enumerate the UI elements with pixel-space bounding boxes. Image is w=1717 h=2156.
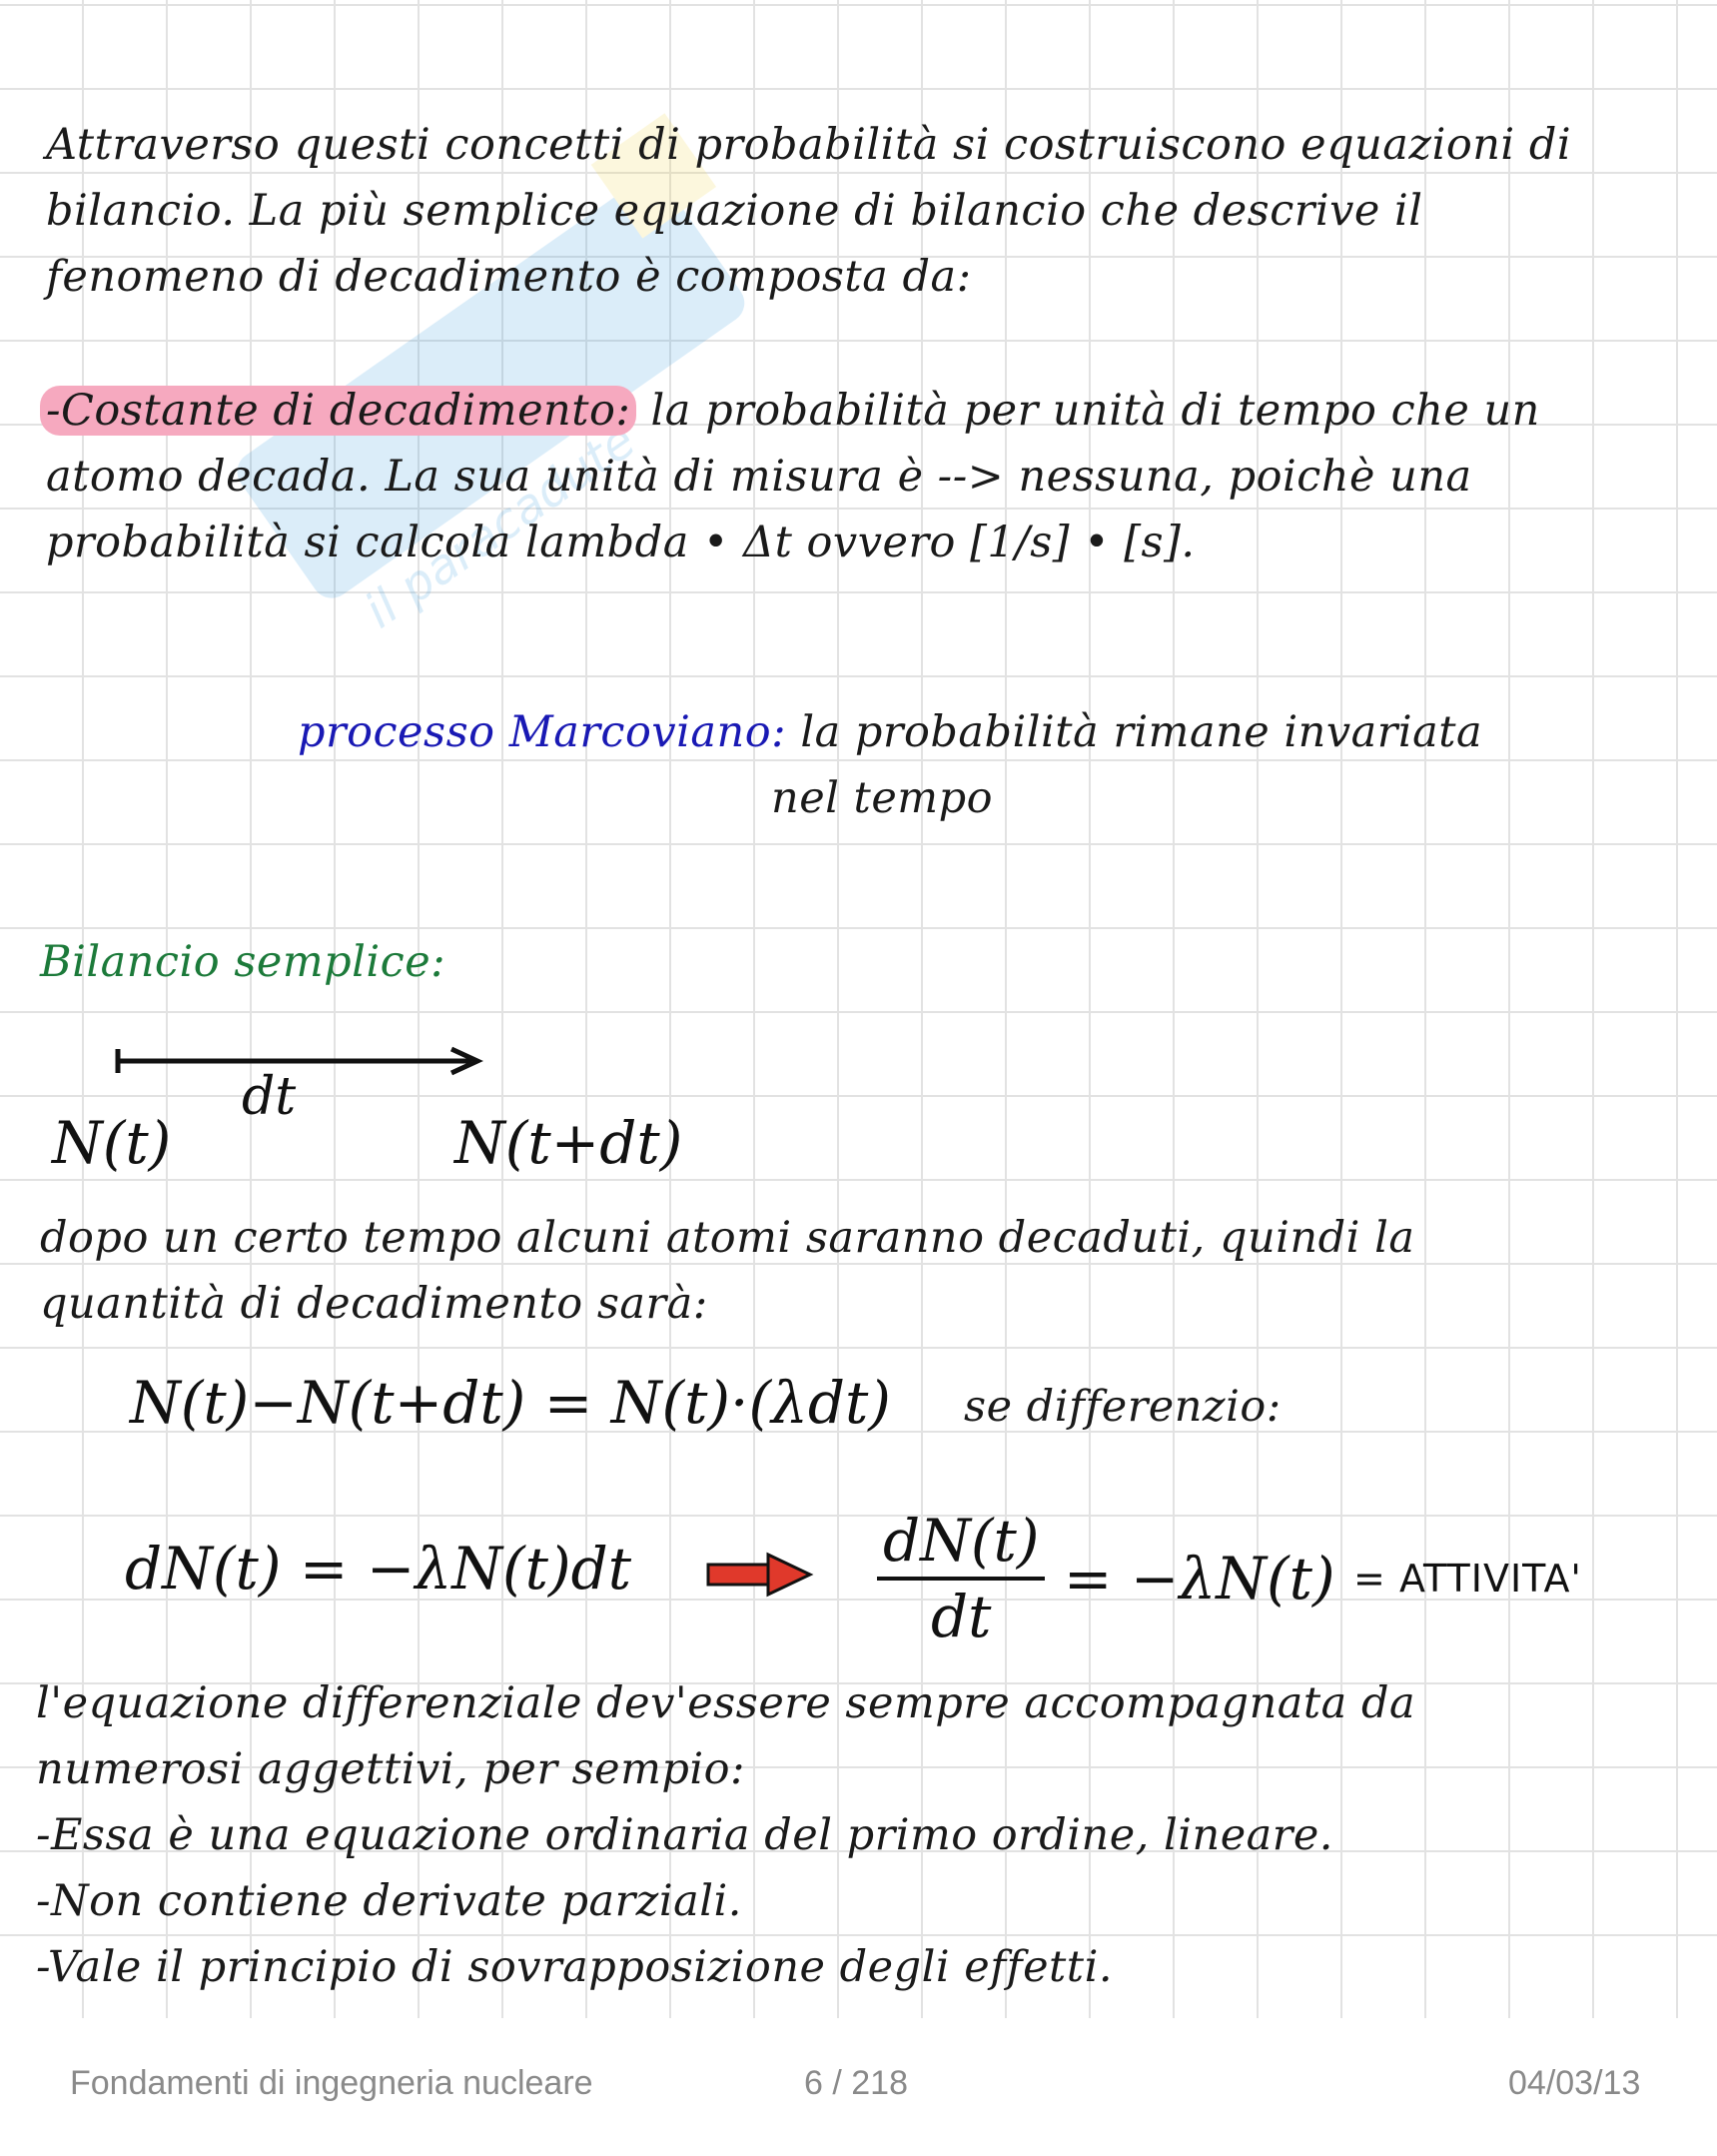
equation-differential: dN(t) = −λN(t)dt (125, 1535, 632, 1603)
decay-line-2: quantità di decadimento sarà: (40, 1279, 708, 1329)
conclusion-line-4: -Non contiene derivate parziali. (36, 1876, 742, 1926)
footer-course-title: Fondamenti di ingegneria nucleare (70, 2064, 593, 2102)
fraction-denominator: dt (931, 1583, 992, 1650)
decay-line-1: dopo un certo tempo alcuni atomi saranno decaduti, quindi la (40, 1213, 1415, 1263)
costante-definition: la probabilità per unità di tempo che un (636, 386, 1540, 436)
fraction-numerator: dN(t) (877, 1507, 1045, 1581)
conclusion-line-5: -Vale il principio di sovrapposizione degli effetti. (36, 1942, 1114, 1992)
intro-line-2: bilancio. La più semplice equazione di bilancio che descrive il (46, 186, 1423, 236)
equation-note: se differenzio: (964, 1382, 1282, 1432)
implies-arrow-icon (704, 1551, 816, 1601)
activity-rhs: = −λN(t) (1063, 1545, 1335, 1613)
footer-date: 04/03/13 (1508, 2064, 1641, 2102)
costante-line-1 (46, 378, 1540, 444)
markov-term: processo Marcoviano: (298, 707, 787, 757)
equation-activity (877, 1507, 1582, 1650)
derivative-fraction (877, 1507, 1045, 1650)
intro-line-3: fenomeno di decadimento è composta da: (46, 252, 972, 302)
costante-line-3: probabilità si calcola lambda • Δt ovvero [1/s] • [s]. (46, 518, 1196, 567)
bilancio-heading: Bilancio semplice: (40, 937, 446, 987)
label-n-t-dt: N(t+dt) (454, 1109, 683, 1177)
markov-definition: la probabilità rimane invariata (800, 707, 1483, 757)
costante-term-highlight: -Costante di decadimento: (40, 386, 636, 436)
activity-label: = ATTIVITA' (1353, 1557, 1582, 1601)
conclusion-line-3: -Essa è una equazione ordinaria del primo ordine, lineare. (36, 1810, 1333, 1860)
arrow-label-dt: dt (242, 1067, 297, 1127)
svg-text:il paracadute: il paracadute (355, 412, 646, 640)
label-n-t: N(t) (52, 1109, 172, 1177)
costante-line-2: atomo decada. La sua unità di misura è --> nessuna, poichè una (46, 452, 1472, 502)
markov-line-1 (298, 699, 1482, 765)
markov-line-2: nel tempo (771, 773, 993, 823)
time-arrow (100, 1039, 499, 1079)
intro-line-1: Attraverso questi concetti di probabilità si costruiscono equazioni di (46, 120, 1572, 170)
conclusion-line-2: numerosi aggettivi, per sempio: (36, 1744, 746, 1794)
conclusion-line-1: l'equazione differenziale dev'essere sempre accompagnata da (36, 1678, 1416, 1728)
equation-balance: N(t)−N(t+dt) = N(t)·(λdt) (130, 1369, 891, 1437)
footer-page-number: 6 / 218 (804, 2064, 908, 2102)
